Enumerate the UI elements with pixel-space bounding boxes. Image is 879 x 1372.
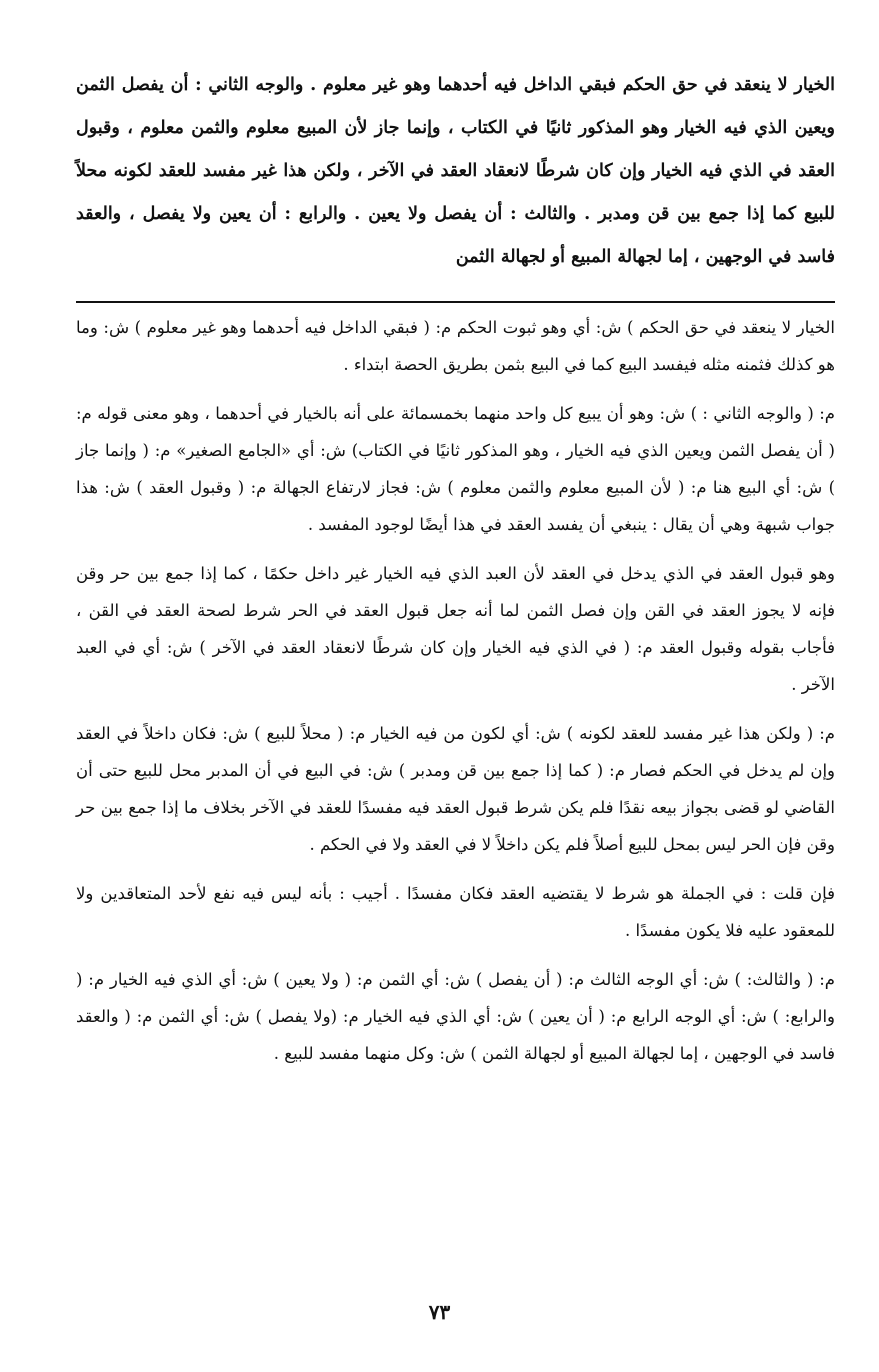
commentary-paragraph: الخيار لا ينعقد في حق الحكم ) ش: أي وهو ثبوت الحكم م: ( فبقي الداخل فيه أحدهما وهو غير معلوم ) ش: وما هو كذلك فثمنه مثله فيفسد البيع كما في البيع بثمن بطريق الحصة ابتداء . <box>76 318 835 374</box>
commentary-paragraph: م: ( والوجه الثاني : ) ش: وهو أن يبيع كل واحد منهما بخمسمائة على أنه بالخيار في أحدهما ، وهو معنى قوله م: ( أن يفصل الثمن ويعين الذي فيه الخيار ، وهو المذكور ثانيًا في الكتاب) ش: أي «الجامع الصغير» م: ( وإنما جاز ) ش: أي البيع هنا م: ( لأن المبيع معلوم والثمن معلوم ) ش: فجاز لارتفاع الجهالة م: ( وقبول العقد ) ش: هذا جواب شبهة وهي أن يقال : ينبغي أن يفسد العقد في هذا أيضًا لوجود المفسد . <box>76 404 835 534</box>
separator-line <box>76 301 835 303</box>
commentary-paragraph: وهو قبول العقد في الذي يدخل في العقد لأن العبد الذي فيه الخيار غير داخل حكمًا ، كما إذا جمع بين حر وقن فإنه لا يجوز العقد في القن وإن فصل الثمن لما أنه جعل قبول العقد في الحر شرط لصحة العقد في القن ، فأجاب بقوله وقبول العقد م: ( في الذي فيه الخيار وإن كان شرطًا لانعقاد العقد في الآخر ) ش: أي في العبد الآخر . <box>76 564 835 694</box>
page-number: ٧٣ <box>428 1300 451 1324</box>
commentary-section <box>76 309 835 1072</box>
commentary-paragraph: فإن قلت : في الجملة هو شرط لا يقتضيه العقد فكان مفسدًا . أجيب : بأنه ليس فيه نفع لأحد المتعاقدين ولا للمعقود عليه فلا يكون مفسدًا . <box>76 884 835 940</box>
main-text: الخيار لا ينعقد في حق الحكم فبقي الداخل فيه أحدهما وهو غير معلوم . والوجه الثاني : أن يفصل الثمن ويعين الذي فيه الخيار وهو المذكور ثانيًا في الكتاب ، وإنما جاز لأن المبيع معلوم والثمن معلوم ، وقبول العقد في الذي فيه الخيار وإن كان شرطًا لانعقاد العقد في الآخر ، ولكن هذا غير مفسد للعقد لكونه محلاً للبيع كما إذا جمع بين قن ومدبر . والثالث : أن يفصل ولا يعين . والرابع : أن يعين ولا يفصل ، والعقد فاسد في الوجهين ، إما لجهالة المبيع أو لجهالة الثمن <box>76 75 835 267</box>
commentary-paragraph: م: ( ولكن هذا غير مفسد للعقد لكونه ) ش: أي لكون من فيه الخيار م: ( محلاً للبيع ) ش: فكان داخلاً في العقد وإن لم يدخل في الحكم فصار م: ( كما إذا جمع بين قن ومدبر ) ش: في البيع في أن المدبر محل للبيع حتى أن القاضي لو قضى بجواز بيعه نقدًا فلم يكن شرط قبول العقد فيه مفسدًا للعقد في الآخر بخلاف ما إذا جمع بين حر وقن فإن الحر ليس بمحل للبيع أصلاً فلم يكن داخلاً لا في العقد ولا في الحكم . <box>76 724 835 854</box>
commentary-paragraph: م: ( والثالث: ) ش: أي الوجه الثالث م: ( أن يفصل ) ش: أي الثمن م: ( ولا يعين ) ش: أي الذي فيه الخيار م: ( والرابع: ) ش: أي الوجه الرابع م: ( أن يعين ) ش: أي الذي فيه الخيار م: (ولا يفصل ) ش: أي الثمن م: ( والعقد فاسد في الوجهين ، إما لجهالة المبيع أو لجهالة الثمن ) ش: وكل منهما مفسد للبيع . <box>76 970 835 1063</box>
